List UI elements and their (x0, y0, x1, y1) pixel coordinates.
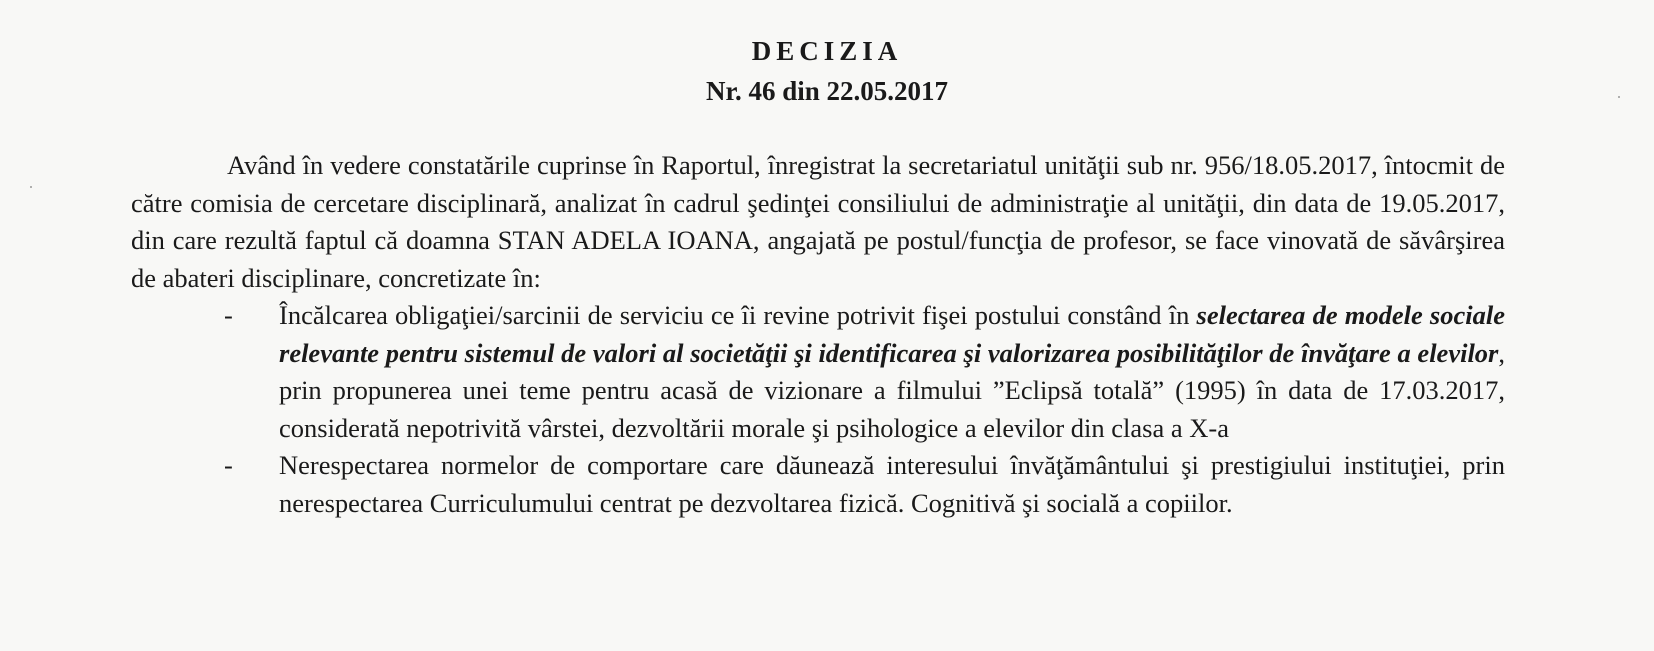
item-text: Nerespectarea normelor de comportare care dăunează interesului învăţământului şi prestigiului instituţiei, prin nerespectarea Curriculumului centrat pe dezvoltarea fizică. Cognitivă şi socială a copiilor. (279, 450, 1505, 518)
scan-speck (30, 186, 32, 188)
item-intro-text: Încălcarea obligaţiei/sarcinii de serviciu ce îi revine potrivit fişei postului constând în (279, 300, 1197, 330)
item-rest-text: , prin propunerea unei teme pentru acasă de vizionare a filmului ”Eclipsă totală” (1995) în data de 17.03.2017, considerată nepotrivită vârstei, dezvoltării morale şi psihologice a elevilor din clasa a X-a (279, 337, 1505, 443)
list-item (131, 447, 1505, 522)
item-emphasis-text: selectarea de modele sociale relevante pentru sistemul de valori al societăţii şi identificarea şi valorizarea posibilităţilor de învăţare a elevilor (279, 300, 1505, 368)
decision-number: Nr. 46 din 22.05.2017 (705, 76, 949, 106)
list-item (131, 297, 1505, 447)
document-body (131, 147, 1505, 522)
list-dash: - (224, 300, 233, 330)
list-dash: - (224, 450, 233, 480)
document-title: DECIZIA (751, 36, 903, 66)
intro-paragraph: Având în vedere constatările cuprinse în Raportul, înregistrat la secretariatul unităţii sub nr. 956/18.05.2017, întocmit de către comisia de cercetare disciplinară, analizat în cadrul şedinţei consiliului de administraţie al unităţii, din data de 19.05.2017, din care rezultă faptul că doamna STAN ADELA IOANA, angajată pe postul/funcţia de profesor, se face vinovată de săvârşirea de abateri disciplinare, concretizate în: (131, 150, 1505, 293)
